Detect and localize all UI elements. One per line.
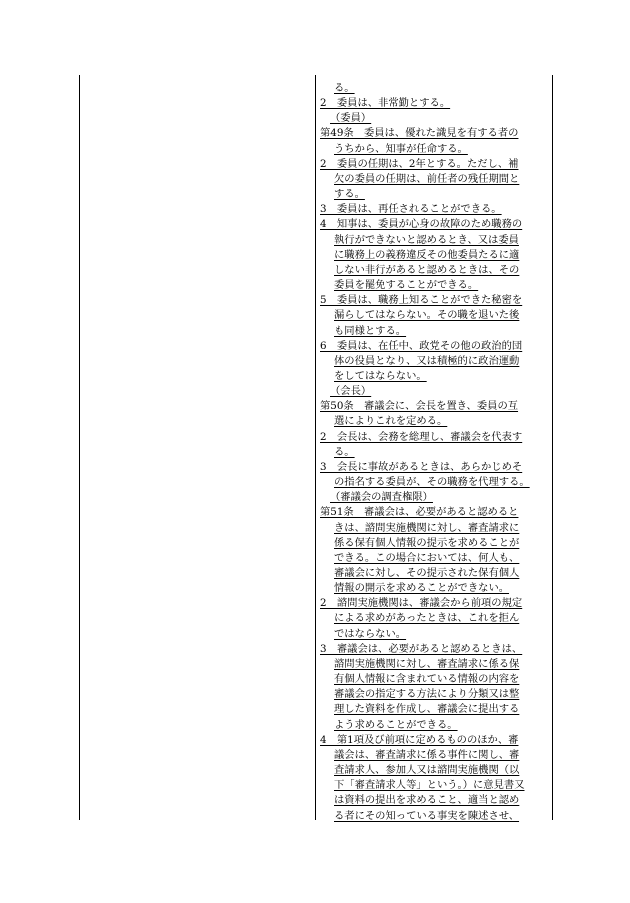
text-line [320,81,549,96]
text-line [320,354,549,369]
table-border-middle [315,75,316,820]
text-line [320,217,549,232]
text-line [320,657,549,672]
text-line-content: 第51条 審議会は、必要があると認めると [320,506,519,519]
text-line-content: は資料の提出を求めること、適当と認め [334,794,520,807]
text-line-content: 4 第1項及び前項に定めるもののほか、審 [320,733,519,746]
text-line-content: 4 知事は、委員が心身の故障のため職務の [320,218,523,231]
text-line-content: きは、諮問実施機関に対し、審査請求に [334,521,520,534]
text-line-content: （審議会の調査権限） [330,491,433,504]
text-line-content: うちから、知事が任命する。 [334,142,468,155]
text-line [320,596,549,611]
table-border-left [79,75,80,820]
text-line [320,142,549,157]
text-line [320,399,549,414]
table-border-right [552,75,553,820]
text-line [320,733,549,748]
text-line-content: 第50条 審議会に、会長を置き、委員の互 [320,400,519,413]
text-line [320,187,549,202]
text-line [320,521,549,536]
text-line-content: しない非行があると認めるときは、その [334,263,520,276]
text-line-content: 委員を罷免することができる。 [334,279,479,292]
text-line [320,202,549,217]
text-line-content: 欠の委員の任期は、前任者の残任期間と [334,172,520,185]
text-line-content: る。 [334,82,355,94]
text-line [320,748,549,763]
text-line [320,642,549,657]
text-line [320,778,549,793]
text-line [320,672,549,687]
text-line [320,536,549,551]
text-line-content: 3 委員は、再任されることができる。 [320,203,502,216]
text-line-content: よう求めることができる。 [334,718,458,731]
text-line [320,233,549,248]
text-line-content: 3 審議会は、必要があると認めるときは、 [320,642,523,655]
text-line-content: 有個人情報に含まれている情報の内容を [334,673,520,686]
text-line [320,611,549,626]
text-line-content: 5 委員は、職務上知ることができた秘密を [320,294,523,307]
text-line-content: 6 委員は、在任中、政党その他の政治的団 [320,339,523,352]
text-line [320,126,549,141]
text-line-content: 係る保有個人情報の提示を求めることが [334,536,520,549]
text-line-content: （会長） [330,385,372,398]
text-line [320,293,549,308]
text-line-content: 選によりこれを定める。 [334,415,448,428]
text-line [320,96,549,111]
text-line [320,551,549,566]
text-line [320,505,549,520]
text-line [320,460,549,475]
text-line [320,430,549,445]
text-line [320,702,549,717]
text-line [320,490,549,505]
text-line-content: 下「審査請求人等」という。）に意見書又 [334,779,525,792]
text-line-content: による求めがあったときは、これを拒ん [334,612,520,625]
text-line-content: 諮問実施機関に対し、審査請求に係る保 [334,657,520,670]
text-line-content: 漏らしてはならない。その職を退いた後 [334,309,520,322]
text-line [320,278,549,293]
text-line [320,369,549,384]
text-line-content: できる。この場合においては、何人も、 [334,551,520,564]
text-line [320,308,549,323]
text-line-content: 第49条 委員は、優れた識見を有する者の [320,127,519,140]
text-line-content: も同様とする。 [334,324,407,337]
text-line [320,687,549,702]
text-line [320,763,549,778]
text-line [320,172,549,187]
text-line [320,157,549,172]
text-line-content: 審議会の指定する方法により分類又は整 [334,688,520,701]
text-line [320,566,549,581]
text-line-content: 2 委員は、非常勤とする。 [320,97,451,110]
text-line-content: 査請求人、参加人又は諮問実施機関（以 [334,764,520,777]
text-line [320,324,549,339]
text-line-content: 理した資料を作成し、審議会に提出する [334,703,520,716]
text-line-content: 3 会長に事故があるときは、あらかじめそ [320,460,523,473]
text-line-content: をしてはならない。 [334,369,427,382]
text-line [320,581,549,596]
text-line-content: 議会は、審査請求に係る事件に関し、審 [334,748,520,761]
text-line [320,445,549,460]
text-line [320,384,549,399]
text-line-content: に職務上の義務違反その他委員たるに適 [334,248,520,261]
text-line [320,475,549,490]
text-line-content: ではならない。 [334,627,407,640]
text-line [320,718,549,733]
text-line-content: る者にその知っている事実を陳述させ、 [334,809,520,822]
text-line-content: 2 委員の任期は、2年とする。ただし、補 [320,157,519,170]
text-line-content: する。 [334,188,365,201]
text-line-content: 情報の開示を求めることができない。 [334,582,510,595]
text-line [320,809,549,824]
text-line-content: 2 会長は、会務を総理し、審議会を代表す [320,430,523,443]
text-line-content: 審議会に対し、その提示された保有個人 [334,567,520,579]
text-line-content: る。 [334,445,355,458]
text-line [320,627,549,642]
text-line [320,263,549,278]
text-line [320,111,549,126]
text-line-content: （委員） [330,112,372,125]
text-line [320,339,549,354]
text-line [320,414,549,429]
text-line-content: 体の役員となり、又は積極的に政治運動 [334,354,520,367]
ordinance-text-column [320,81,549,824]
text-line-content: 2 諮問実施機関は、審議会から前項の規定 [320,597,523,610]
text-line-content: の指名する委員が、その職務を代理する。 [334,476,530,489]
text-line [320,793,549,808]
text-line-content: 執行ができないと認めるとき、又は委員 [334,233,519,246]
text-line [320,248,549,263]
